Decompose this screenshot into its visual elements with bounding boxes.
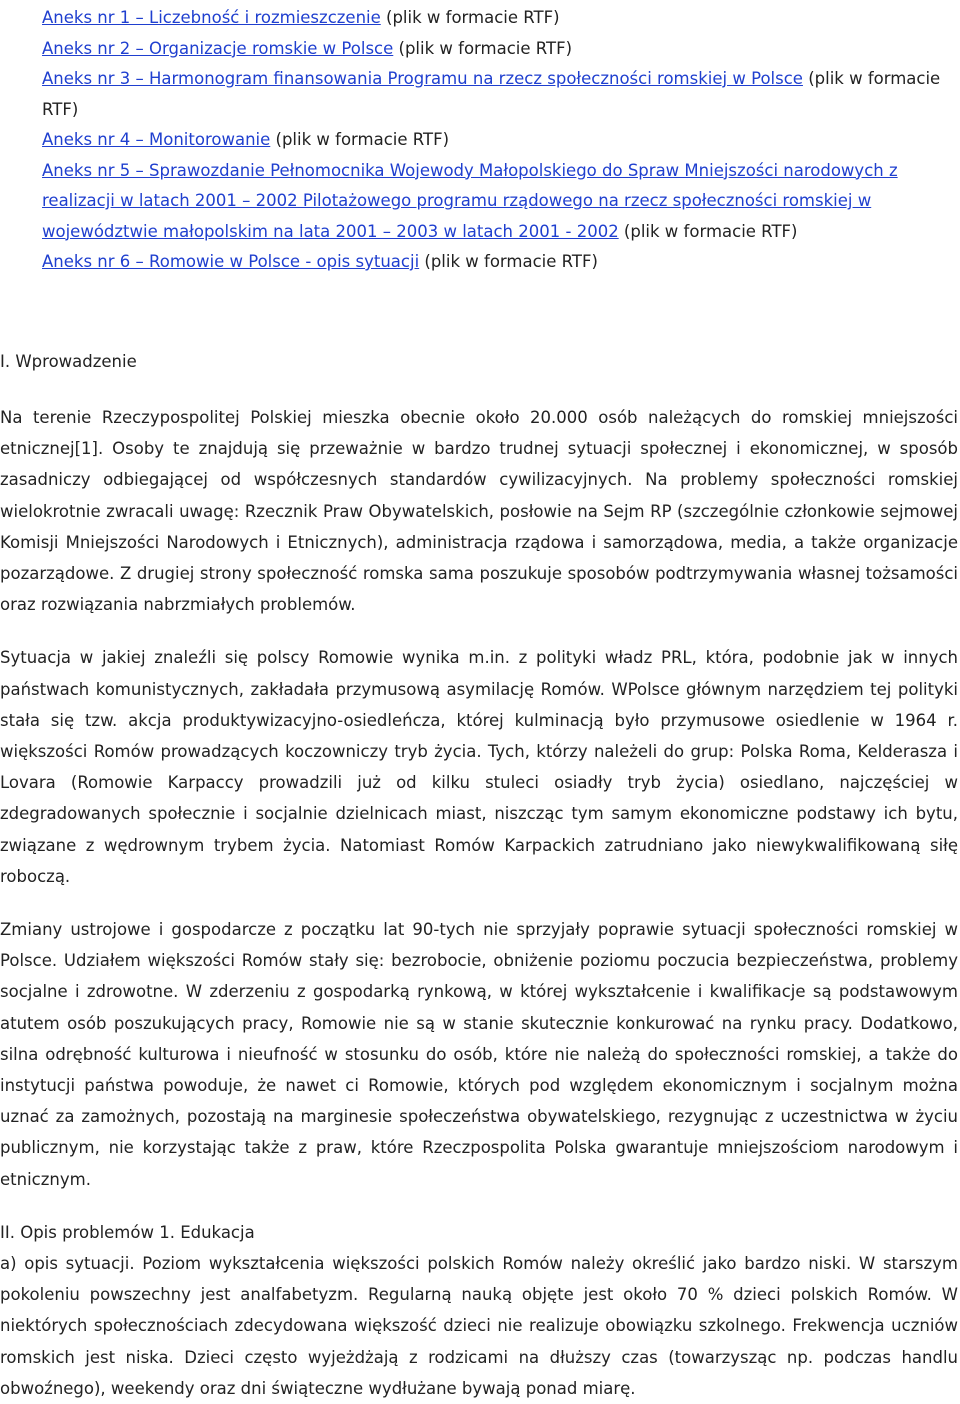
annex-format-note: (plik w formacie RTF): [270, 130, 450, 149]
section-heading-problems: II. Opis problemów 1. Edukacja: [0, 1223, 255, 1242]
annex-item: [42, 125, 958, 156]
section-introduction: [0, 347, 958, 1195]
annex-link-5[interactable]: Aneks nr 5 – Sprawozdanie Pełnomocnika Wojewody Małopolskiego do Spraw Mniejszości narodowych z realizacji w latach 2001 – 2002 Pilotażowego programu rządowego na rzecz społeczności romskiej w województwie małopolskim na lata 2001 – 2003 w latach 2001 - 2002: [42, 160, 898, 241]
annex-item: [42, 3, 958, 34]
annex-item: [42, 156, 958, 248]
annex-link-2[interactable]: Aneks nr 2 – Organizacje romskie w Polsce: [42, 38, 394, 58]
annex-format-note: (plik w formacie RTF): [380, 8, 560, 27]
annex-item: [42, 34, 958, 65]
paragraph-intro-3: Zmiany ustrojowe i gospodarcze z początku lat 90-tych nie sprzyjały poprawie sytuacji społeczności romskiej w Polsce. Udziałem większości Romów stały się: bezrobocie, obniżenie poziomu poczucia bezpieczeństwa, problemy socjalne i zdrowotne. W zderzeniu z gospodarką rynkową, w której wykształcenie i kwalifikacje są podstawowym atutem osób poszukujących pracy, Romowie nie są w stanie skutecznie konkurować na rynku pracy. Dodatkowo, silna odrębność kulturowa i nieufność w stosunku do osób, które nie należą do społeczności romskiej, a także do instytucji państwa powoduje, że nawet ci Romowie, których pod względem ekonomicznym i socjalnym można uznać za zamożnych, pozostają na marginesie społeczeństwa obywatelskiego, rezygnując z uczestnictwa w życiu publicznym, nie korzystając także z praw, które Rzeczpospolita Polska gwarantuje mniejszościom narodowym i etnicznym.: [0, 920, 958, 1189]
annex-link-4[interactable]: Aneks nr 4 – Monitorowanie: [42, 130, 271, 149]
annex-link-3[interactable]: Aneks nr 3 – Harmonogram finansowania Programu na rzecz społeczności romskiej w Polsce: [42, 69, 803, 88]
annex-format-note: (plik w formacie RTF): [419, 252, 598, 271]
annex-link-6[interactable]: Aneks nr 6 – Romowie w Polsce - opis sytuacji: [42, 252, 420, 271]
annex-link-1[interactable]: Aneks nr 1 – Liczebność i rozmieszczenie: [42, 8, 381, 27]
annex-format-note: (plik w formacie RTF): [393, 38, 573, 58]
annex-item: [42, 64, 958, 125]
annex-list: [42, 3, 958, 278]
section-heading-introduction: I. Wprowadzenie: [0, 352, 137, 371]
annex-format-note: (plik w formacie RTF): [42, 69, 941, 119]
section-problems: [0, 1218, 958, 1404]
paragraph-intro-1: Na terenie Rzeczypospolitej Polskiej mieszka obecnie około 20.000 osób należących do romskiej mniejszości etnicznej[1]. Osoby te znajdują się przeważnie w bardzo trudnej sytuacji społecznej i ekonomicznej, w sposób zasadniczy odbiegającej od współczesnych standardów cywilizacyjnych. Na problemy społeczności romskiej wielokrotnie zwracali uwagę: Rzecznik Praw Obywatelskich, posłowie na Sejm RP (szczególnie członkowie sejmowej Komisji Mniejszości Narodowych i Etnicznych), administracja rządowa i samorządowa, media, a także organizacje pozarządowe. Z drugiej strony społeczność romska sama poszukuje sposobów podtrzymywania własnej tożsamości oraz rozwiązania nabrzmiałych problemów.: [0, 408, 958, 615]
annex-format-note: (plik w formacie RTF): [618, 221, 798, 241]
paragraph-education: a) opis sytuacji. Poziom wykształcenia większości polskich Romów należy określić jako bardzo niski. W starszym pokoleniu powszechny jest analfabetyzm. Regularną nauką objęte jest około 70 % dzieci polskich Romów. W niektórych społecznościach zdecydowana większość dzieci nie realizuje obowiązku szkolnego. Frekwencja uczniów romskich jest niska. Dzieci często wyjeżdżają z rodzicami na dłuższy czas (towarzysząc np. podczas handlu obwoźnego), weekendy oraz dni świąteczne wydłużane bywają ponad miarę.: [0, 1254, 958, 1398]
annex-item: [42, 247, 958, 278]
paragraph-intro-2: Sytuacja w jakiej znaleźli się polscy Romowie wynika m.in. z polityki władz PRL, która, podobnie jak w innych państwach komunistycznych, zakładała przymusową asymilację Romów. WPolsce głównym narzędziem tej polityki stała się tzw. akcja produktywizacyjno-osiedleńcza, której kulminacją było przymusowe osiedlenie w 1964 r. większości Romów prowadzących koczowniczy tryb życia. Tych, którzy należeli do grup: Polska Roma, Kelderasza i Lovara (Romowie Karpaccy prowadzili już od kilku stuleci osiadły tryb życia) osiedlano, najczęściej w zdegradowanych społecznie i socjalnie dzielnicach miast, niszcząc tym samym ekonomiczne podstawy ich bytu, związane z wędrownym trybem życia. Natomiast Romów Karpackich zatrudniano jako niewykwalifikowaną siłę roboczą.: [0, 648, 958, 886]
